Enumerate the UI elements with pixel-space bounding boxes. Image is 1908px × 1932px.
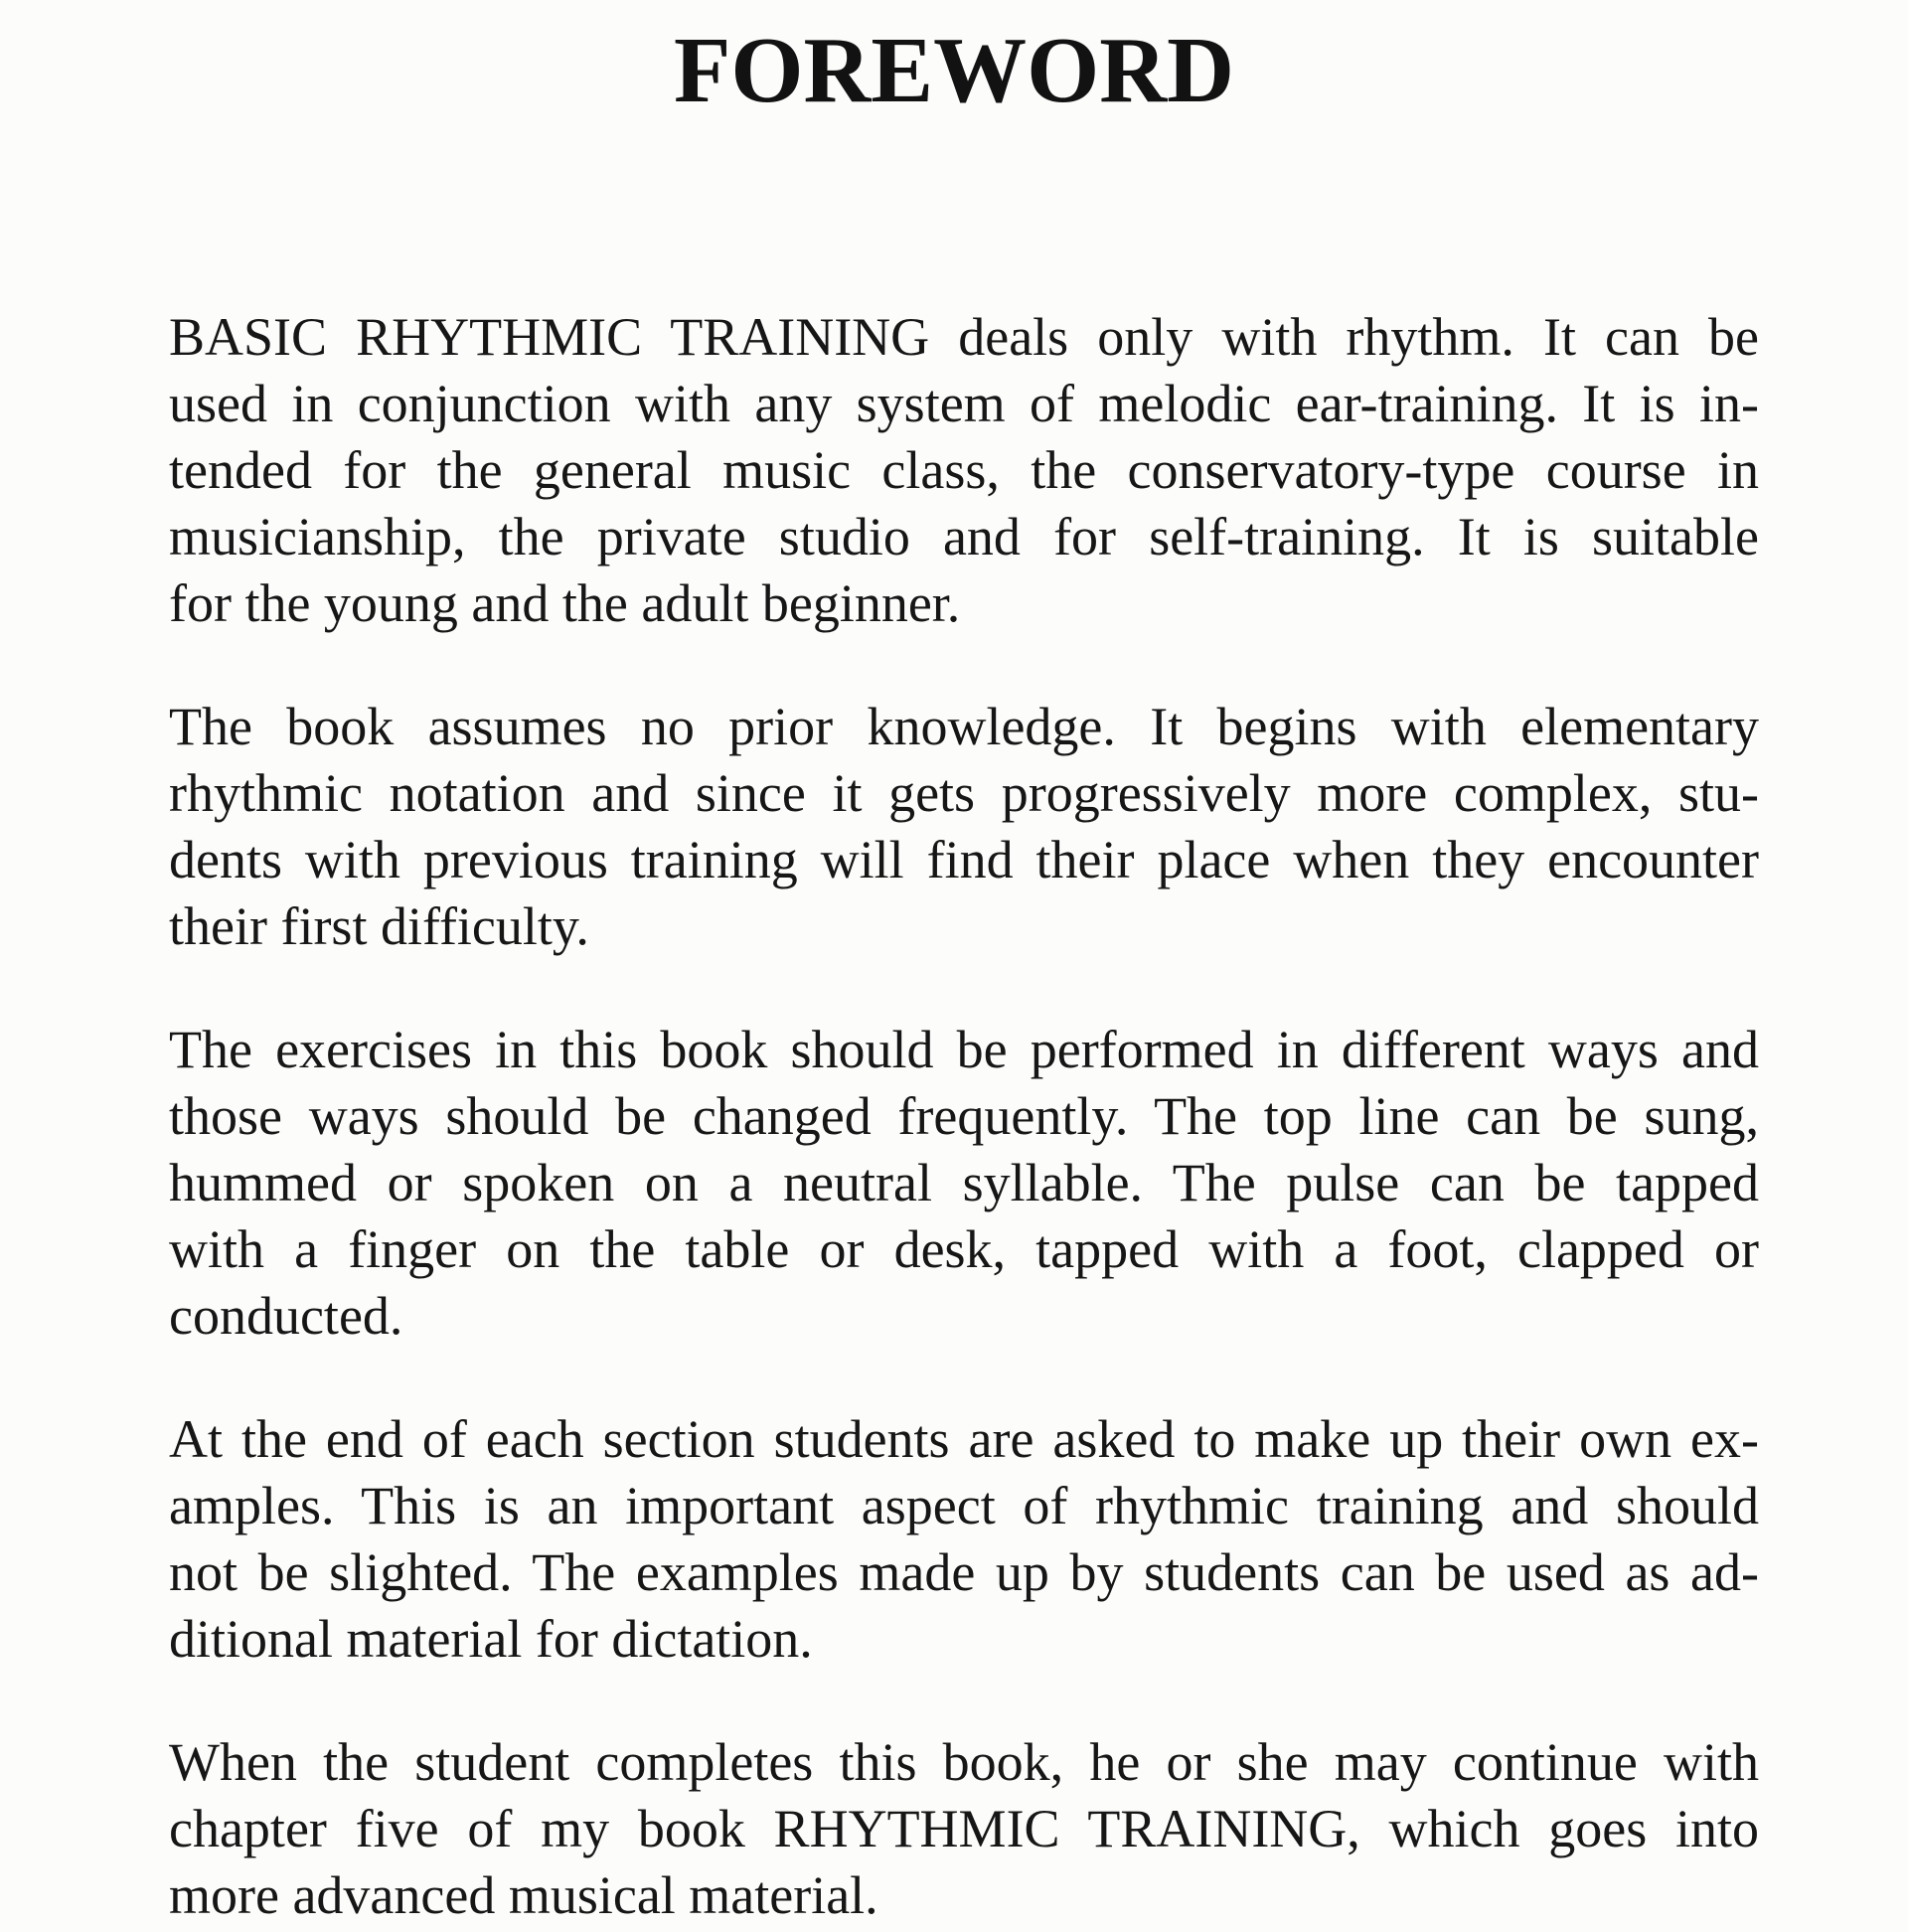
- text-line: their first difficulty.: [169, 896, 589, 956]
- text-line: hummed or spoken on a neutral syllable. The pulse can be tapped: [169, 1153, 1759, 1212]
- text-line: At the end of each section students are asked to make up their own ex-: [169, 1409, 1759, 1469]
- paragraph: [169, 1406, 1759, 1673]
- paragraph: [169, 304, 1759, 637]
- text-line: BASIC RHYTHMIC TRAINING deals only with rhythm. It can be: [169, 307, 1759, 367]
- text-line: more advanced musical material.: [169, 1865, 878, 1925]
- foreword-body: [169, 304, 1759, 1929]
- text-line: amples. This is an important aspect of rhythmic training and should: [169, 1476, 1759, 1535]
- paragraph: [169, 1017, 1759, 1350]
- paragraph: [169, 1729, 1759, 1929]
- text-line: for the young and the adult beginner.: [169, 573, 961, 633]
- text-line: rhythmic notation and since it gets progressively more complex, stu-: [169, 763, 1759, 823]
- text-line: those ways should be changed frequently. The top line can be sung,: [169, 1086, 1759, 1146]
- text-line: ditional material for dictation.: [169, 1609, 813, 1669]
- text-line: used in conjunction with any system of melodic ear-training. It is in-: [169, 374, 1759, 433]
- text-line: chapter five of my book RHYTHMIC TRAINING, which goes into: [169, 1799, 1759, 1858]
- text-line: tended for the general music class, the conservatory-type course in: [169, 440, 1759, 500]
- text-line: dents with previous training will find their place when they encounter: [169, 830, 1759, 889]
- text-line: The exercises in this book should be performed in different ways and: [169, 1020, 1759, 1079]
- text-line: musicianship, the private studio and for self-training. It is suitable: [169, 507, 1759, 566]
- text-line: conducted.: [169, 1286, 403, 1346]
- text-line: The book assumes no prior knowledge. It begins with elementary: [169, 697, 1759, 756]
- text-line: with a finger on the table or desk, tapped with a foot, clapped or: [169, 1219, 1759, 1279]
- text-line: When the student completes this book, he or she may continue with: [169, 1732, 1759, 1792]
- text-line: not be slighted. The examples made up by students can be used as ad-: [169, 1542, 1759, 1602]
- paragraph: [169, 694, 1759, 960]
- page-title: FOREWORD: [674, 19, 1234, 122]
- book-page: [0, 19, 1908, 1932]
